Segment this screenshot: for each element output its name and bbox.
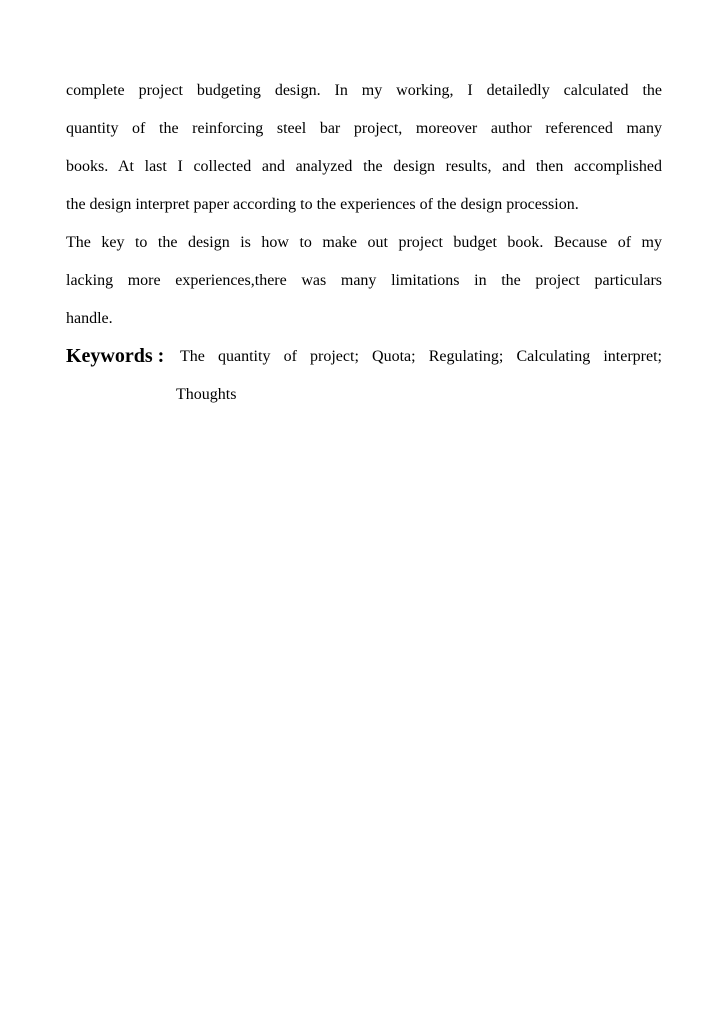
keywords-label: Keywords : xyxy=(66,345,165,367)
keywords-text: The quantity of project; Quota; Regulating; Calculating interpret; xyxy=(180,348,662,365)
abstract-line: the design interpret paper according to the experiences of the design procession. xyxy=(66,196,579,213)
abstract-line: complete project budgeting design. In my working, I detailedly calculated the xyxy=(66,82,662,99)
abstract-line: handle. xyxy=(66,310,113,327)
abstract-line: The key to the design is how to make out project budget book. Because of my xyxy=(66,234,662,251)
keywords-text-continued: Thoughts xyxy=(176,386,237,403)
abstract-line: books. At last I collected and analyzed the design results, and then accomplished xyxy=(66,158,662,175)
abstract-line: quantity of the reinforcing steel bar project, moreover author referenced many xyxy=(66,120,662,137)
abstract-line: lacking more experiences,there was many limitations in the project particulars xyxy=(66,272,662,289)
